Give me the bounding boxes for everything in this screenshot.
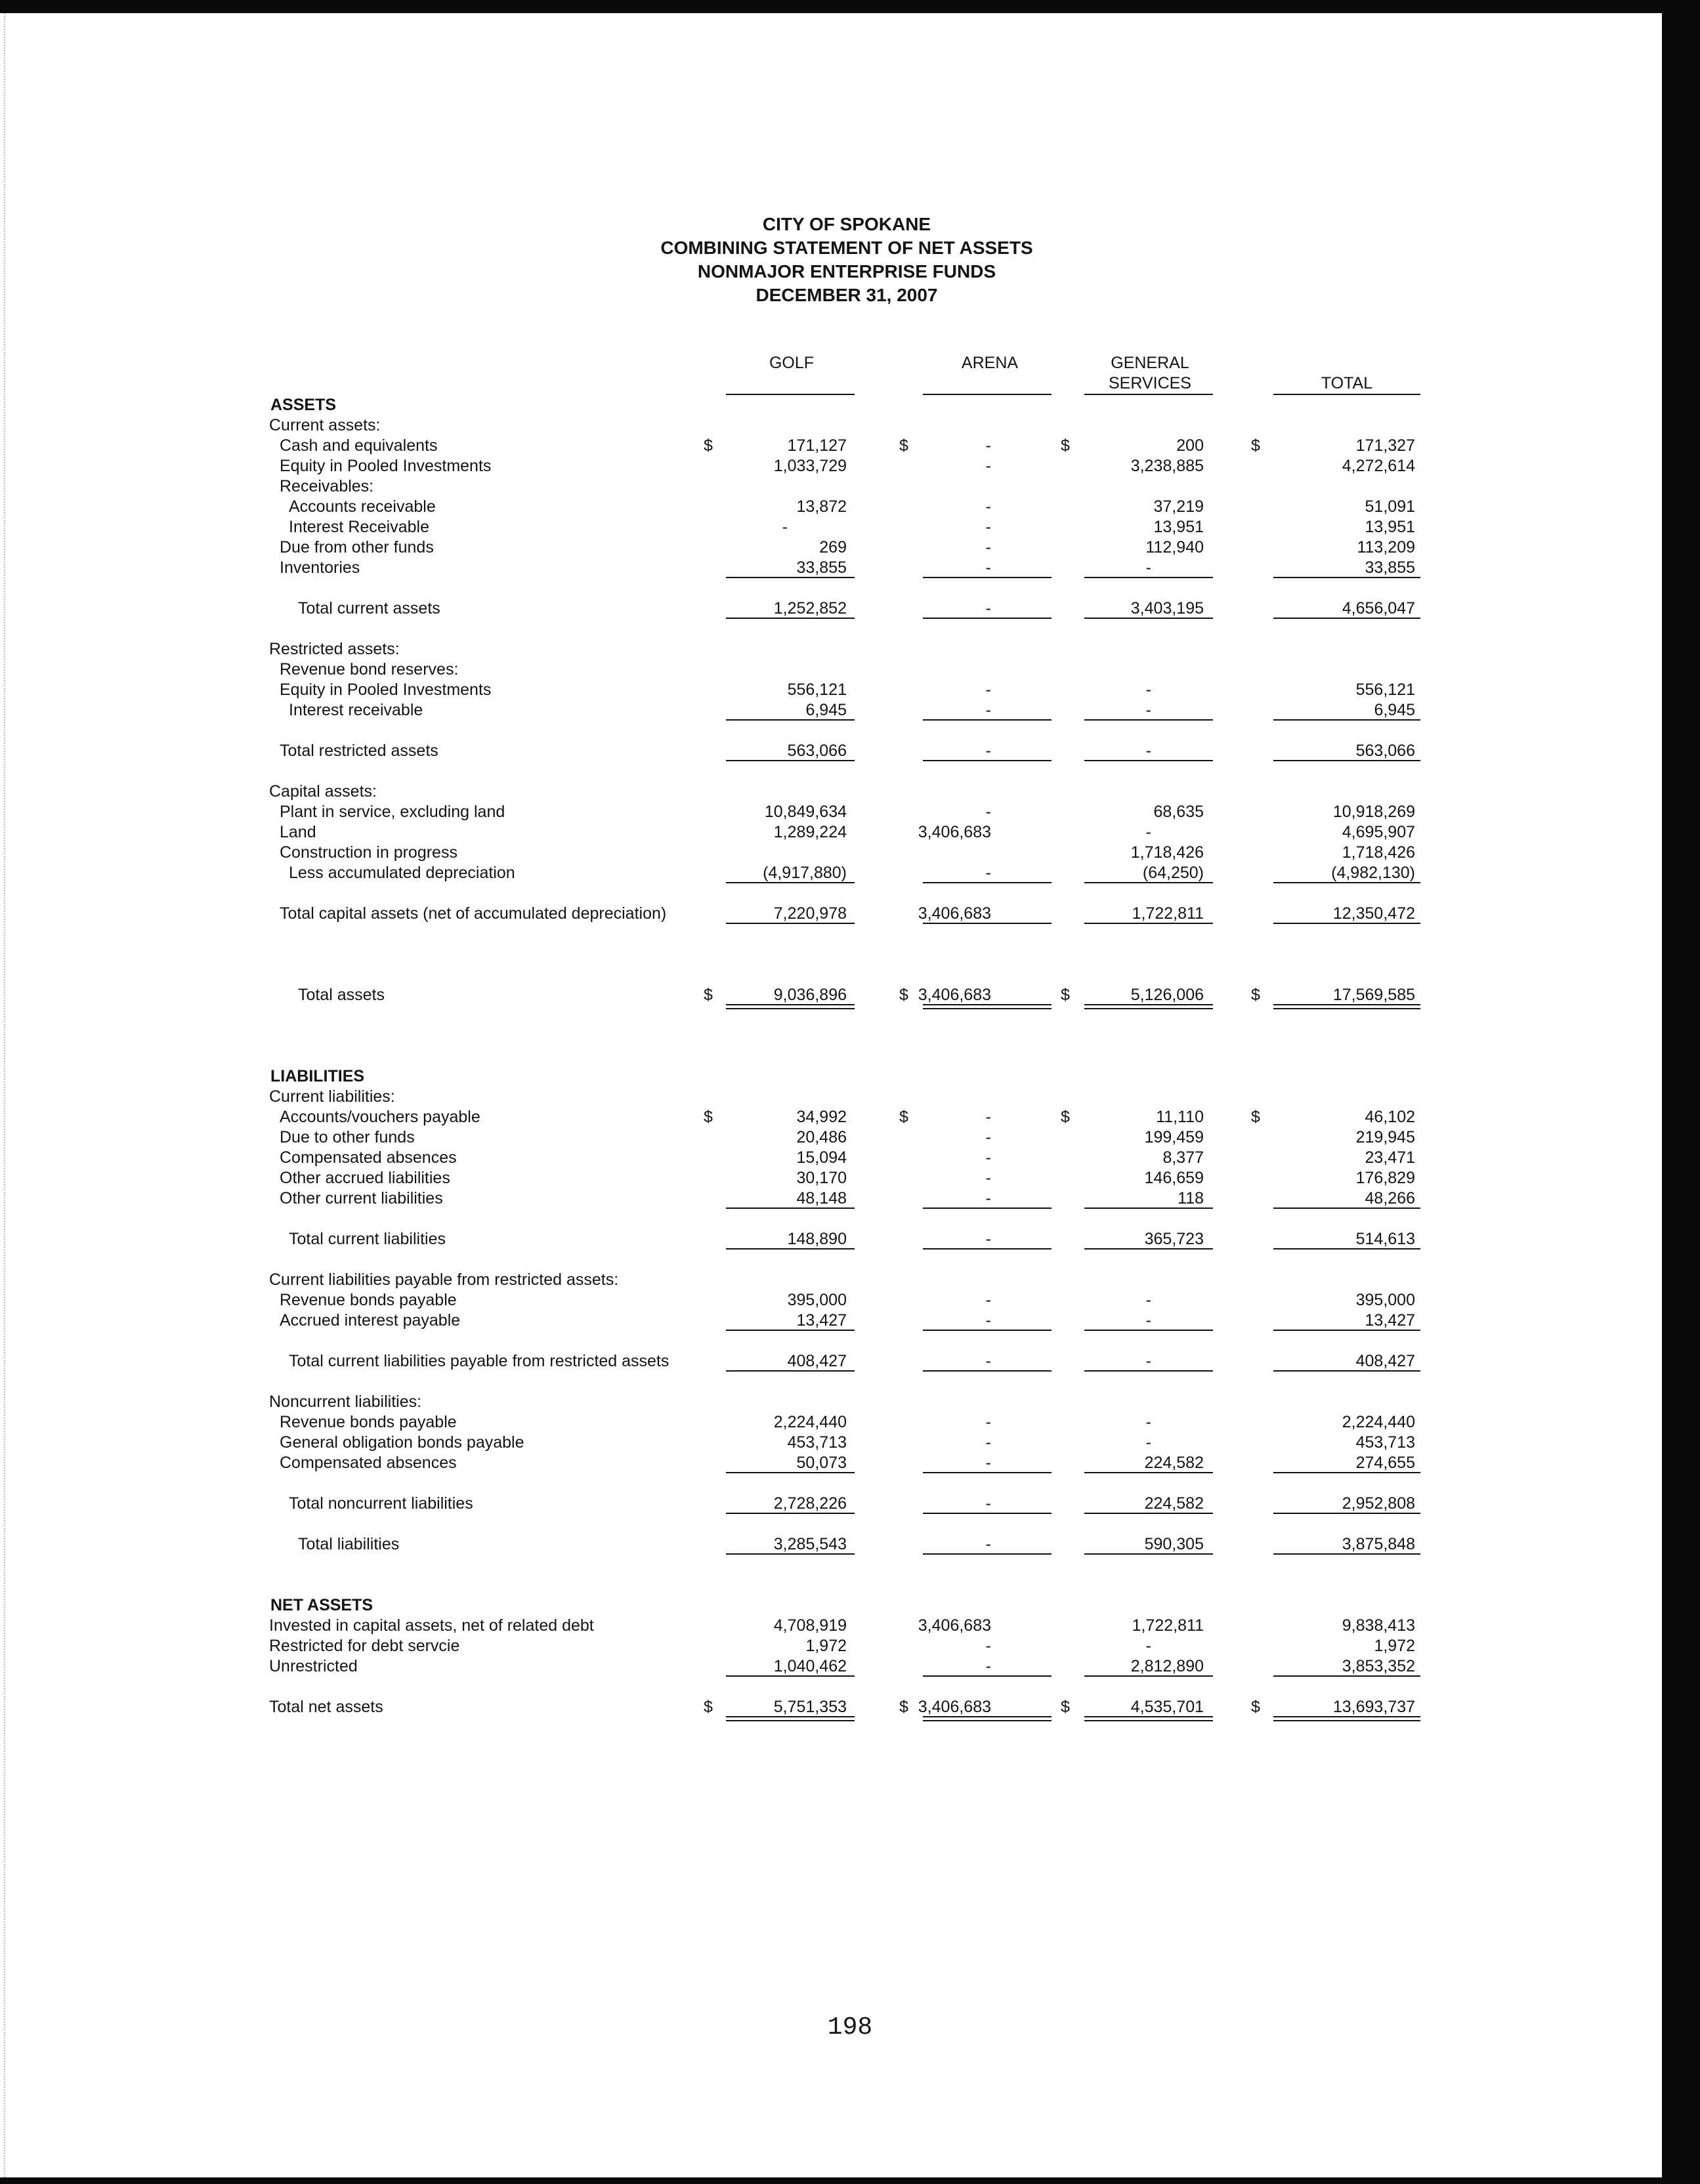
cell-general: 200 xyxy=(1176,436,1204,455)
cell-total: 10,918,269 xyxy=(1332,803,1415,821)
underline xyxy=(726,1513,855,1514)
row-label: General obligation bonds payable xyxy=(280,1433,524,1452)
row-label: Invested in capital assets, net of related debt xyxy=(269,1616,594,1635)
row-label: ASSETS xyxy=(270,396,337,414)
cell-general: 199,459 xyxy=(1144,1128,1204,1146)
currency-sign: $ xyxy=(1061,436,1070,455)
cell-total: 395,000 xyxy=(1355,1291,1415,1309)
double-underline xyxy=(726,1716,855,1721)
underline xyxy=(1273,882,1420,883)
row-label: Due to other funds xyxy=(280,1128,415,1146)
row-label: Other accrued liabilities xyxy=(280,1169,450,1187)
cell-total: 51,091 xyxy=(1365,497,1415,516)
cell-total: 563,066 xyxy=(1355,742,1415,760)
underline xyxy=(1273,1472,1420,1473)
cell-total: 46,102 xyxy=(1365,1108,1415,1126)
report-date: DECEMBER 31, 2007 xyxy=(755,285,938,305)
cell-golf: 453,713 xyxy=(787,1433,847,1452)
column-header-arena: ARENA xyxy=(961,354,1019,372)
underline xyxy=(726,1208,855,1209)
row-label: Interest receivable xyxy=(289,701,423,719)
row-label: Current liabilities payable from restricted assets: xyxy=(269,1270,619,1289)
cell-golf: 5,751,353 xyxy=(773,1698,847,1716)
cell-arena: - xyxy=(985,1311,991,1330)
column-header-rule-arena xyxy=(923,394,1052,395)
row-label: Total current assets xyxy=(298,599,440,618)
underline xyxy=(1273,923,1420,924)
row-label: Total net assets xyxy=(269,1698,383,1716)
row-label: Total current liabilities payable from restricted assets xyxy=(289,1352,669,1370)
cell-arena: - xyxy=(985,599,991,618)
cell-general: - xyxy=(1145,558,1151,577)
cell-total: 4,272,614 xyxy=(1342,457,1415,475)
underline xyxy=(923,923,1052,924)
currency-sign: $ xyxy=(1061,1698,1070,1716)
underline xyxy=(923,882,1052,883)
cell-arena: - xyxy=(985,1352,991,1370)
cell-general: (64,250) xyxy=(1142,864,1204,882)
row-label: Compensated absences xyxy=(280,1454,457,1472)
report-subtitle: NONMAJOR ENTERPRISE FUNDS xyxy=(697,261,996,282)
cell-golf: 171,127 xyxy=(787,436,847,455)
underline xyxy=(1084,618,1213,619)
cell-total: 1,972 xyxy=(1374,1637,1415,1655)
cell-general: 112,940 xyxy=(1145,538,1204,556)
row-label: Total liabilities xyxy=(298,1535,400,1553)
cell-golf: 10,849,634 xyxy=(764,803,847,821)
row-label: Equity in Pooled Investments xyxy=(280,681,492,699)
cell-general: 2,812,890 xyxy=(1130,1657,1204,1675)
underline xyxy=(726,1472,855,1473)
cell-golf: 148,890 xyxy=(787,1230,847,1248)
cell-arena: - xyxy=(985,1413,991,1431)
cell-arena: - xyxy=(985,1454,991,1472)
cell-golf: 15,094 xyxy=(796,1148,847,1167)
underline xyxy=(1273,1330,1420,1331)
column-header-golf: GOLF xyxy=(769,354,815,372)
underline xyxy=(726,618,855,619)
cell-general: 365,723 xyxy=(1144,1230,1204,1248)
cell-total: 13,427 xyxy=(1365,1311,1415,1330)
currency-sign: $ xyxy=(899,436,908,455)
cell-total: 3,853,352 xyxy=(1342,1657,1415,1675)
column-header-total: TOTAL xyxy=(1321,374,1373,392)
row-label: Total restricted assets xyxy=(280,742,438,760)
cell-general: - xyxy=(1145,742,1151,760)
row-label: Less accumulated depreciation xyxy=(289,864,515,882)
underline xyxy=(1273,577,1420,578)
currency-sign: $ xyxy=(899,1698,908,1716)
underline xyxy=(1273,1553,1420,1555)
cell-general: - xyxy=(1145,701,1151,719)
cell-arena: - xyxy=(985,1657,991,1675)
cell-total: 12,350,472 xyxy=(1332,904,1415,923)
cell-total: 2,224,440 xyxy=(1342,1413,1415,1431)
scan-border-right xyxy=(1662,0,1700,2184)
cell-total: 17,569,585 xyxy=(1332,986,1415,1004)
underline xyxy=(923,1675,1052,1677)
underline xyxy=(726,1675,855,1677)
cell-arena: - xyxy=(985,1128,991,1146)
cell-arena: - xyxy=(985,1637,991,1655)
cell-general: - xyxy=(1145,1433,1151,1452)
cell-general: 8,377 xyxy=(1162,1148,1204,1167)
currency-sign: $ xyxy=(1251,1698,1260,1716)
underline xyxy=(1084,1553,1213,1555)
cell-golf: 3,285,543 xyxy=(773,1535,847,1553)
row-label: Accounts/vouchers payable xyxy=(280,1108,480,1126)
underline xyxy=(1084,1675,1213,1677)
underline xyxy=(1084,760,1213,761)
underline xyxy=(726,719,855,721)
row-label: LIABILITIES xyxy=(270,1067,365,1085)
cell-total: 171,327 xyxy=(1355,436,1415,455)
underline xyxy=(1273,1208,1420,1209)
underline xyxy=(1084,1248,1213,1250)
cell-general: 1,722,811 xyxy=(1132,904,1204,923)
currency-sign: $ xyxy=(1251,436,1260,455)
underline xyxy=(923,1472,1052,1473)
underline xyxy=(1084,882,1213,883)
row-label: Current assets: xyxy=(269,416,381,434)
cell-golf: (4,917,880) xyxy=(763,864,847,882)
cell-golf: 395,000 xyxy=(787,1291,847,1309)
cell-arena: - xyxy=(985,497,991,516)
cell-arena: - xyxy=(985,1189,991,1208)
underline xyxy=(923,1248,1052,1250)
report-entity: CITY OF SPOKANE xyxy=(762,214,931,234)
underline xyxy=(1273,1675,1420,1677)
cell-general: 590,305 xyxy=(1144,1535,1204,1553)
underline xyxy=(1084,1208,1213,1209)
cell-arena: - xyxy=(985,1535,991,1553)
underline xyxy=(1084,1370,1213,1372)
currency-sign: $ xyxy=(704,436,713,455)
cell-golf: 1,972 xyxy=(805,1637,847,1655)
underline xyxy=(1273,760,1420,761)
underline xyxy=(726,760,855,761)
cell-total: 556,121 xyxy=(1355,681,1415,699)
cell-general: - xyxy=(1145,823,1151,841)
cell-total: 33,855 xyxy=(1365,558,1415,577)
row-label: Total assets xyxy=(298,986,385,1004)
cell-golf: 13,872 xyxy=(796,497,847,516)
cell-total: 176,829 xyxy=(1355,1169,1415,1187)
row-label: Capital assets: xyxy=(269,782,377,801)
cell-general: 4,535,701 xyxy=(1130,1698,1204,1716)
underline xyxy=(1084,923,1213,924)
row-label: Other current liabilities xyxy=(280,1189,443,1208)
underline xyxy=(726,882,855,883)
cell-arena: 3,406,683 xyxy=(918,823,991,841)
underline xyxy=(1084,719,1213,721)
cell-golf: 9,036,896 xyxy=(773,986,847,1004)
cell-general: - xyxy=(1145,1352,1151,1370)
underline xyxy=(923,1513,1052,1514)
cell-golf: 2,728,226 xyxy=(773,1494,847,1513)
row-label: Inventories xyxy=(280,558,360,577)
double-underline xyxy=(923,1004,1052,1009)
underline xyxy=(726,1553,855,1555)
cell-general: 3,238,885 xyxy=(1130,457,1204,475)
cell-arena: 3,406,683 xyxy=(918,1616,991,1635)
cell-general: 1,722,811 xyxy=(1132,1616,1204,1635)
cell-total: 453,713 xyxy=(1355,1433,1415,1452)
row-label: Revenue bond reserves: xyxy=(280,660,459,679)
cell-golf: 30,170 xyxy=(796,1169,847,1187)
underline xyxy=(726,1370,855,1372)
row-label: Cash and equivalents xyxy=(280,436,438,455)
row-label: Due from other funds xyxy=(280,538,434,556)
cell-golf: 20,486 xyxy=(796,1128,847,1146)
cell-total: 13,951 xyxy=(1365,518,1415,536)
cell-golf: 13,427 xyxy=(796,1311,847,1330)
row-label: Current liabilities: xyxy=(269,1087,395,1106)
column-header-general-line2: SERVICES xyxy=(1109,374,1191,392)
cell-arena: - xyxy=(985,742,991,760)
cell-total: 6,945 xyxy=(1374,701,1415,719)
underline xyxy=(1084,577,1213,578)
underline xyxy=(1273,1248,1420,1250)
cell-total: 113,209 xyxy=(1357,538,1415,556)
cell-total: 514,613 xyxy=(1355,1230,1415,1248)
cell-general: 146,659 xyxy=(1144,1169,1204,1187)
cell-golf: 563,066 xyxy=(787,742,847,760)
column-header-general-line1: GENERAL xyxy=(1111,354,1189,372)
currency-sign: $ xyxy=(899,1108,908,1126)
cell-general: - xyxy=(1145,1637,1151,1655)
currency-sign: $ xyxy=(704,1108,713,1126)
cell-total: 4,656,047 xyxy=(1342,599,1415,618)
underline xyxy=(726,1330,855,1331)
underline xyxy=(1084,1513,1213,1514)
cell-general: - xyxy=(1145,1311,1151,1330)
row-label: Accrued interest payable xyxy=(280,1311,461,1330)
row-label: Interest Receivable xyxy=(289,518,430,536)
double-underline xyxy=(726,1004,855,1009)
currency-sign: $ xyxy=(1251,986,1260,1004)
underline xyxy=(726,577,855,578)
cell-total: 23,471 xyxy=(1365,1148,1415,1167)
cell-golf: 1,033,729 xyxy=(773,457,847,475)
underline xyxy=(1273,1513,1420,1514)
cell-arena: - xyxy=(985,1291,991,1309)
underline xyxy=(1084,1330,1213,1331)
cell-arena: - xyxy=(985,681,991,699)
cell-arena: - xyxy=(985,558,991,577)
cell-total: 4,695,907 xyxy=(1342,823,1415,841)
row-label: Accounts receivable xyxy=(289,497,436,516)
row-label: Receivables: xyxy=(280,477,374,495)
double-underline xyxy=(923,1716,1052,1721)
currency-sign: $ xyxy=(899,986,908,1004)
cell-arena: 3,406,683 xyxy=(918,1698,991,1716)
row-label: Total current liabilities xyxy=(289,1230,446,1248)
cell-total: 2,952,808 xyxy=(1342,1494,1415,1513)
cell-total: 219,945 xyxy=(1355,1128,1415,1146)
cell-arena: - xyxy=(985,1433,991,1452)
underline xyxy=(726,923,855,924)
cell-general: 37,219 xyxy=(1153,497,1204,516)
scan-border-bottom xyxy=(0,2177,1700,2184)
underline xyxy=(1273,719,1420,721)
row-label: Revenue bonds payable xyxy=(280,1413,457,1431)
double-underline xyxy=(1273,1004,1420,1009)
cell-golf: - xyxy=(782,518,788,536)
cell-golf: 4,708,919 xyxy=(773,1616,847,1635)
cell-general: 13,951 xyxy=(1153,518,1204,536)
cell-golf: 6,945 xyxy=(805,701,847,719)
currency-sign: $ xyxy=(1061,986,1070,1004)
cell-arena: - xyxy=(985,436,991,455)
cell-golf: 556,121 xyxy=(787,681,847,699)
cell-total: 3,875,848 xyxy=(1342,1535,1415,1553)
cell-arena: - xyxy=(985,1230,991,1248)
cell-general: 3,403,195 xyxy=(1130,599,1204,618)
currency-sign: $ xyxy=(1251,1108,1260,1126)
cell-total: 13,693,737 xyxy=(1332,1698,1415,1716)
cell-arena: - xyxy=(985,864,991,882)
cell-arena: - xyxy=(985,518,991,536)
underline xyxy=(923,618,1052,619)
row-label: Total capital assets (net of accumulated depreciation) xyxy=(280,904,667,923)
cell-golf: 50,073 xyxy=(796,1454,847,1472)
row-label: Plant in service, excluding land xyxy=(280,803,505,821)
cell-general: 5,126,006 xyxy=(1130,986,1204,1004)
cell-arena: 3,406,683 xyxy=(918,986,991,1004)
cell-golf: 2,224,440 xyxy=(773,1413,847,1431)
underline xyxy=(1273,1370,1420,1372)
cell-golf: 48,148 xyxy=(796,1189,847,1208)
page-number: 198 xyxy=(827,2013,873,2042)
cell-total: 274,655 xyxy=(1355,1454,1415,1472)
cell-golf: 1,040,462 xyxy=(773,1657,847,1675)
row-label: Equity in Pooled Investments xyxy=(280,457,492,475)
row-label: Revenue bonds payable xyxy=(280,1291,457,1309)
cell-total: 48,266 xyxy=(1365,1189,1415,1208)
cell-arena: - xyxy=(985,1148,991,1167)
report-title: COMBINING STATEMENT OF NET ASSETS xyxy=(660,238,1033,258)
cell-arena: - xyxy=(985,1494,991,1513)
cell-total: 408,427 xyxy=(1355,1352,1415,1370)
cell-general: 68,635 xyxy=(1153,803,1204,821)
cell-arena: - xyxy=(985,1169,991,1187)
currency-sign: $ xyxy=(1061,1108,1070,1126)
row-label: NET ASSETS xyxy=(270,1596,373,1614)
cell-golf: 33,855 xyxy=(796,558,847,577)
cell-golf: 1,252,852 xyxy=(773,599,847,618)
cell-general: - xyxy=(1145,1413,1151,1431)
row-label: Land xyxy=(280,823,316,841)
cell-general: - xyxy=(1145,1291,1151,1309)
cell-total: 1,718,426 xyxy=(1342,843,1415,862)
cell-golf: 1,289,224 xyxy=(773,823,847,841)
row-label: Unrestricted xyxy=(269,1657,358,1675)
cell-arena: - xyxy=(985,1108,991,1126)
scan-border-left xyxy=(0,13,5,2177)
row-label: Total noncurrent liabilities xyxy=(289,1494,473,1513)
row-label: Restricted for debt servcie xyxy=(269,1637,460,1655)
currency-sign: $ xyxy=(704,986,713,1004)
currency-sign: $ xyxy=(704,1698,713,1716)
cell-general: 1,718,426 xyxy=(1130,843,1204,862)
underline xyxy=(923,1553,1052,1555)
cell-general: 11,110 xyxy=(1156,1108,1204,1126)
row-label: Restricted assets: xyxy=(269,640,400,658)
cell-golf: 408,427 xyxy=(787,1352,847,1370)
double-underline xyxy=(1084,1716,1213,1721)
cell-general: 224,582 xyxy=(1144,1494,1204,1513)
cell-golf: 34,992 xyxy=(796,1108,847,1126)
cell-arena: - xyxy=(985,457,991,475)
cell-total: 9,838,413 xyxy=(1342,1616,1415,1635)
cell-general: 224,582 xyxy=(1144,1454,1204,1472)
underline xyxy=(1273,618,1420,619)
cell-arena: - xyxy=(985,803,991,821)
row-label: Construction in progress xyxy=(280,843,457,862)
column-header-rule-golf xyxy=(726,394,855,395)
cell-total: (4,982,130) xyxy=(1331,864,1415,882)
cell-general: 118 xyxy=(1178,1189,1204,1208)
double-underline xyxy=(1084,1004,1213,1009)
underline xyxy=(1084,1472,1213,1473)
cell-arena: - xyxy=(985,701,991,719)
cell-golf: 269 xyxy=(819,538,847,556)
double-underline xyxy=(1273,1716,1420,1721)
cell-golf: 7,220,978 xyxy=(773,904,847,923)
underline xyxy=(923,1208,1052,1209)
cell-arena: - xyxy=(985,538,991,556)
column-header-rule-total xyxy=(1273,394,1420,395)
row-label: Compensated absences xyxy=(280,1148,457,1167)
row-label: Noncurrent liabilities: xyxy=(269,1393,422,1411)
cell-general: - xyxy=(1145,681,1151,699)
column-header-rule-general xyxy=(1084,394,1213,395)
underline xyxy=(726,1248,855,1250)
scan-border-top xyxy=(0,0,1700,13)
cell-arena: 3,406,683 xyxy=(918,904,991,923)
